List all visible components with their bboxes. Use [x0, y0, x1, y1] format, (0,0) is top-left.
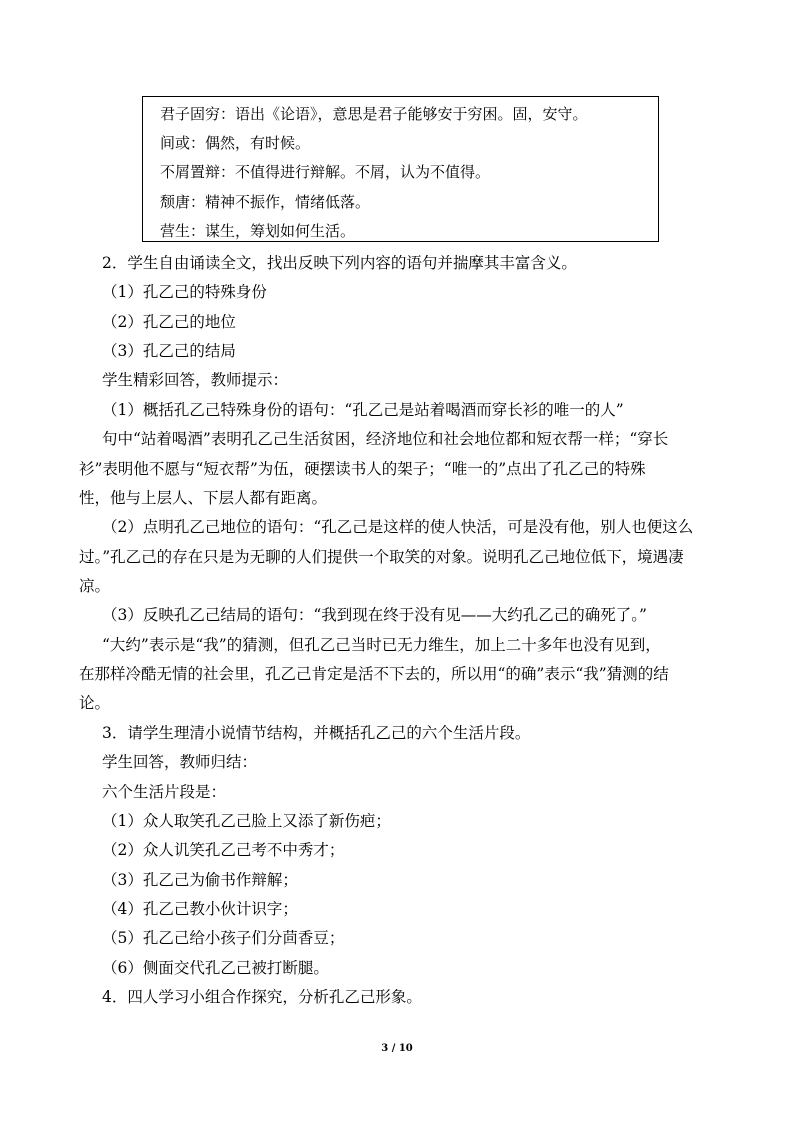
paragraph-line: “大约”表示是“我”的猜测，但孔乙己当时已无力维生，加上二十多年也没有见到， [102, 636, 661, 654]
gloss-item: 不屑置辩：不值得进行辩解。不屑，认为不值得。 [160, 163, 491, 181]
gloss-item: 君子固穷：语出《论语》，意思是君子能够安于穷困。固，安守。 [160, 105, 588, 123]
list-item: （2）孔乙己的地位 [102, 313, 236, 331]
gloss-item: 营生：谋生，筹划如何生活。 [160, 222, 356, 240]
paragraph-line: 句中“站着喝酒”表明孔乙己生活贫困，经济地位和社会地位都和短衣帮一样；“穿长 [102, 430, 669, 448]
paragraph-line: （2）点明孔乙己地位的语句：“孔乙己是这样的使人快活，可是没有他，别人也便这么 [102, 518, 694, 536]
list-item: （6）侧面交代孔乙己被打断腿。 [102, 959, 329, 977]
paragraph-line: （1）概括孔乙己特殊身份的语句：“孔乙己是站着喝酒而穿长衫的唯一的人” [102, 401, 624, 419]
paragraph-line: 过。”孔乙己的存在只是为无聊的人们提供一个取笑的对象。说明孔乙己地位低下，境遇凄 [79, 548, 684, 566]
list-item: （1）孔乙己的特殊身份 [102, 283, 267, 301]
list-item: （2）众人讥笑孔乙己考不中秀才； [102, 841, 345, 859]
paragraph-line: （3）反映孔乙己结局的语句：“我到现在终于没有见——大约孔乙己的确死了。” [102, 606, 647, 624]
paragraph-line: 学生回答，教师归结： [102, 753, 258, 771]
paragraph-line: 论。 [79, 694, 111, 712]
question-heading: 3．请学生理清小说情节结构，并概括孔乙己的六个生活片段。 [102, 724, 531, 742]
question-heading: 4．四人学习小组合作探究，分析孔乙己形象。 [102, 988, 422, 1006]
question-heading: 2．学生自由诵读全文，找出反映下列内容的语句并揣摩其丰富含义。 [102, 254, 577, 272]
list-item: （5）孔乙己给小孩子们分茴香豆； [102, 929, 345, 947]
list-item: （1）众人取笑孔乙己脸上又添了新伤疤； [102, 812, 391, 830]
paragraph-line: 衫”表明他不愿与“短衣帮”为伍，硬摆读书人的架子；“唯一的”点出了孔乙己的特殊 [79, 460, 646, 478]
list-item: （3）孔乙己为偷书作辩解； [102, 871, 298, 889]
list-item: （4）孔乙己教小伙计识字； [102, 900, 298, 918]
paragraph-line: 凉。 [79, 577, 111, 595]
paragraph-line: 性，他与上层人、下层人都有距离。 [79, 489, 328, 507]
paragraph-line: 在那样冷酷无情的社会里，孔乙己肯定是活不下去的，所以用“的确”表示“我”猜测的结 [79, 665, 669, 683]
vocabulary-gloss-box [142, 96, 659, 242]
paragraph-line: 学生精彩回答，教师提示： [102, 371, 289, 389]
list-item: （3）孔乙己的结局 [102, 342, 236, 360]
gloss-item: 间或：偶然，有时候。 [160, 134, 311, 152]
paragraph-line: 六个生活片段是： [102, 783, 227, 801]
gloss-item: 颓唐：精神不振作，情绪低落。 [160, 193, 371, 211]
page-number: 3 / 10 [381, 1043, 413, 1054]
